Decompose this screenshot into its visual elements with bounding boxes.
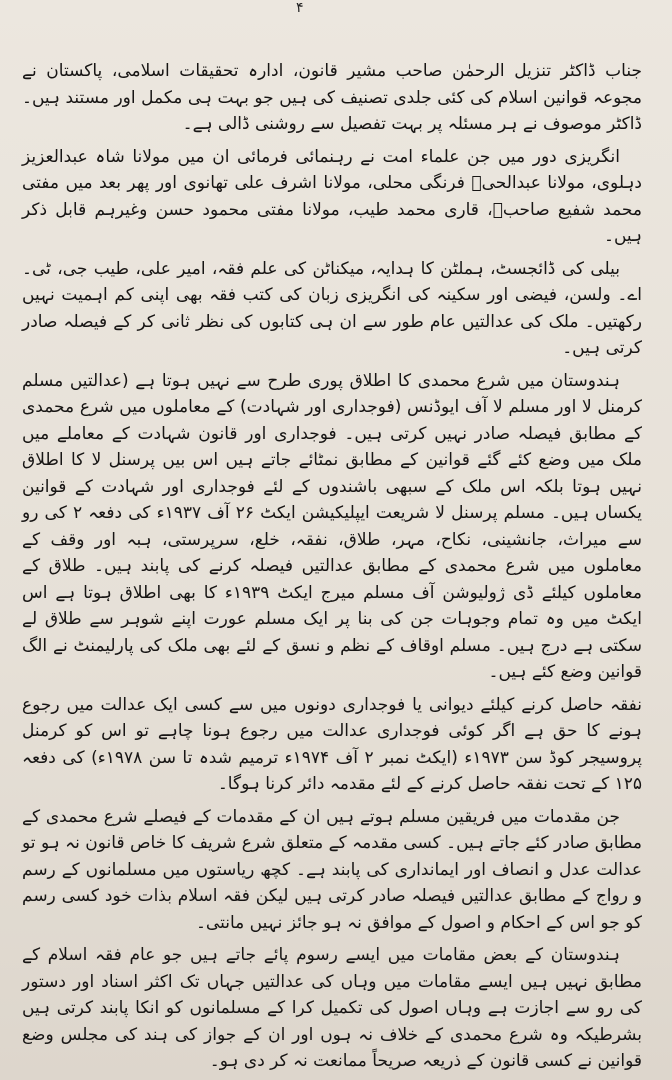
paragraph: جن مقدمات میں فریقین مسلم ہوتے ہیں ان کے مقدمات کے فیصلے شرع محمدی کے مطابق صادر کئے جاتے ہیں۔ کسی مقدمہ کے متعلق شرع شریف کا خاص قانون نہ ہو تو عدالت عدل و انصاف اور ایمانداری کی پابند ہے۔ کچھ ریاستوں میں مسلمانوں کے رسم و رواج کے مطابق عدالتیں فیصلہ صادر کرتی ہیں لیکن فقہ اسلام بذات خود کسی رسم کو جو اس کے احکام و اصول کے موافق نہ ہو جائز نہیں مانتی۔ (22, 806, 642, 933)
page-number: ۴ (296, 0, 304, 16)
paragraph: ہندوستان کے بعض مقامات میں ایسے رسوم پائے جاتے ہیں جو عام فقہ اسلام کے مطابق نہیں ہیں ایسے مقامات میں وہاں کی عدالتیں جہاں تک اکثر اسناد اور دستور کی رو سے اجازت ہے وہاں اصول کی تکمیل کرا کے مسلمانوں کو انکا پابند کرتی ہیں بشرطیکہ وہ شرع محمدی کے خلاف نہ ہوں اور ان کے جواز کی ہند کی مجلس وضع قوانین نے کسی قانون کے ذریعہ صریحاً ممانعت نہ کر دی ہو۔ (22, 945, 642, 1071)
paragraph: بیلی کی ڈائجسٹ، ہملٹن کا ہدایہ، میکناٹن کی علم فقہ، امیر علی، طیب جی، ٹی۔ اے۔ ولسن، فیضی اور سکینہ کی انگریزی زبان کی کتب فقہ بھی اپنی کم اہمیت نہیں رکھتیں۔ ملک کی عدالتیں عام طور سے ان ہی کتابوں کی نظر ثانی کر کے فیصلہ صادر کرتی ہیں۔ (22, 258, 642, 358)
paragraph: ہندوستان میں شرع محمدی کا اطلاق پوری طرح سے نہیں ہوتا ہے (عدالتیں مسلم کرمنل لا اور مسلم لا آف ایوڈنس (فوجداری اور شہادت) کے معاملوں میں شرع محمدی کے مطابق فیصلہ صادر نہیں کرتی ہیں۔ فوجداری اور قانون شہادت کے معاملے میں ملک میں وضع کئے گئے قوانین کے مطابق نمٹائے جاتے ہیں اس بیں پرسنل لا کا اطلاق نہیں ہوتا بلکہ اس ملک کے سبھی باشندوں کے لئے فوجداری اور شہادت کے قوانین یکساں ہیں۔ مسلم پرسنل لا شریعت ایپلیکیشن ایکٹ ۲۶ آف ۱۹۳۷ء کی دفعہ ۲ کی رو سے میراث، جانشینی، نکاح، مہر، طلاق، نفقہ، خلع، سرپرستی، ہبہ اور وقف کے معاملوں میں شرع محمدی کے مطابق عدالتیں فیصلہ کرنے کی پابند ہیں۔ طلاق کے معاملوں کیلئے ڈی ژولیوشن آف مسلم میرج ایکٹ ۱۹۳۹ء کا بھی اطلاق ہوتا ہے اس ایکٹ میں وہ تمام وجوہات جن کی بنا پر ایک مسلم عورت اپنے شوہر سے طلاق لے سکتی ہے درج ہیں۔ مسلم اوقاف کے نظم و نسق کے لئے بھی ملک کی پارلیمنٹ نے الگ قوانین وضع کئے ہیں۔ (22, 370, 643, 682)
paragraph: نفقہ حاصل کرنے کیلئے دیوانی یا فوجداری دونوں میں سے کسی ایک عدالت میں رجوع ہونے کا حق ہے اگر کوئی فوجداری عدالت میں رجوع ہونا چاہے تو اس کو کرمنل پروسیجر کوڈ سن ۱۹۷۳ء (ایکٹ نمبر ۲ آف ۱۹۷۴ء ترمیم شدہ تا سن ۱۹۷۸ء) کی دفعہ ۱۲۵ کے تحت نفقہ حاصل کرنے کے لئے مقدمہ دائر کرنا ہوگا۔ (22, 694, 642, 794)
paragraph: انگریزی دور میں جن علماء امت نے رہنمائی فرمائی ان میں مولانا شاہ عبدالعزیز دہلوی، مولانا عبدالحیؒ فرنگی محلی، مولانا اشرف علی تھانوی اور پھر بعد میں مفتی محمد شفیع صاحبؒ، قاری محمد طیب، مولانا مفتی محمود حسن وغیرہم قابل ذکر ہیں۔ (22, 146, 642, 246)
paragraph: جناب ڈاکٹر تنزیل الرحمٰن صاحب مشیر قانون، ادارہ تحقیقات اسلامی، پاکستان نے مجوعہ قوانین اسلام کی کئی جلدی تصنیف کی ہیں جو بہت ہی مکمل اور مستند ہیں۔ ڈاکٹر موصوف نے ہر مسئلہ پر بہت تفصیل سے روشنی ڈالی ہے۔ (22, 61, 642, 134)
